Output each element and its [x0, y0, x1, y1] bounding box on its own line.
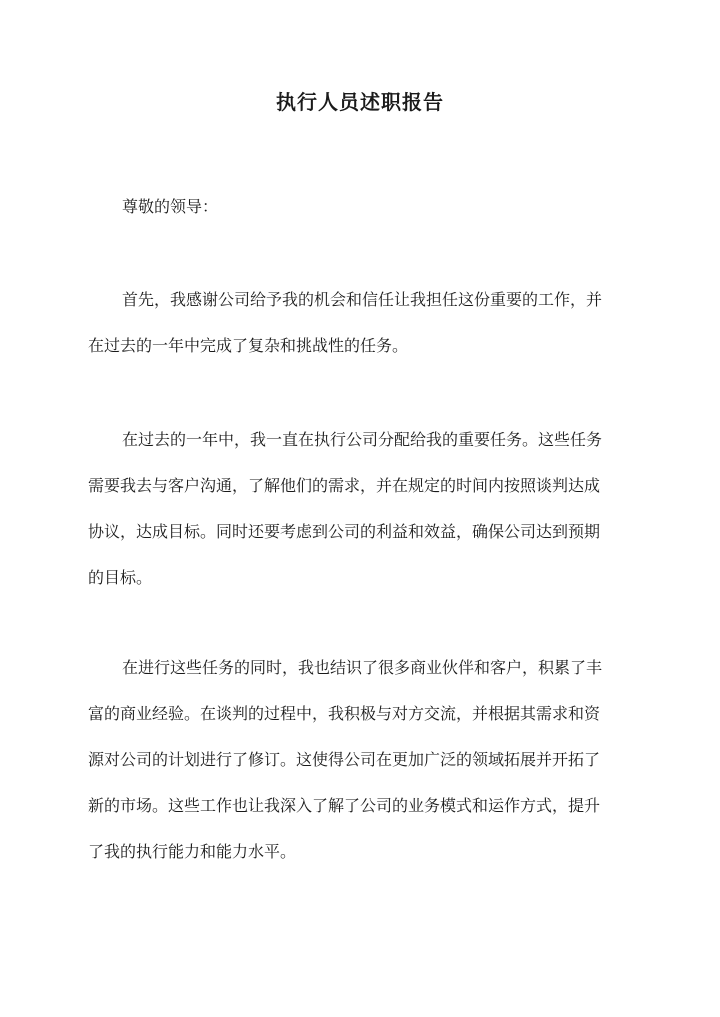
- paragraph-line: 需要我去与客户沟通，了解他们的需求，并在规定的时间内按照谈判达成: [88, 476, 601, 495]
- paragraph-line: 在过去的一年中完成了复杂和挑战性的任务。: [88, 336, 409, 355]
- paragraph-line: 源对公司的计划进行了修订。这使得公司在更加广泛的领域拓展并开拓了: [88, 750, 601, 769]
- paragraph-line: 协议，达成目标。同时还要考虑到公司的利益和效益，确保公司达到预期: [88, 522, 601, 541]
- paragraph-line: 新的市场。这些工作也让我深入了解了公司的业务模式和运作方式，提升: [88, 796, 601, 815]
- paragraph-line: 在进行这些任务的同时，我也结识了很多商业伙伴和客户，积累了丰: [122, 658, 603, 677]
- salutation: 尊敬的领导：: [122, 197, 219, 216]
- paragraph-1: [88, 286, 634, 378]
- paragraph-2: [88, 426, 634, 610]
- paragraph-line: 富的商业经验。在谈判的过程中，我积极与对方交流，并根据其需求和资: [88, 704, 601, 723]
- paragraph-line: 首先，我感谢公司给予我的机会和信任让我担任这份重要的工作，并: [122, 290, 603, 309]
- document-title: 执行人员述职报告: [276, 90, 444, 114]
- paragraph-line: 在过去的一年中，我一直在执行公司分配给我的重要任务。这些任务: [122, 430, 603, 449]
- paragraph-line: 了我的执行能力和能力水平。: [88, 842, 297, 861]
- paragraph-3: [88, 654, 634, 884]
- paragraph-line: 的目标。: [88, 568, 153, 587]
